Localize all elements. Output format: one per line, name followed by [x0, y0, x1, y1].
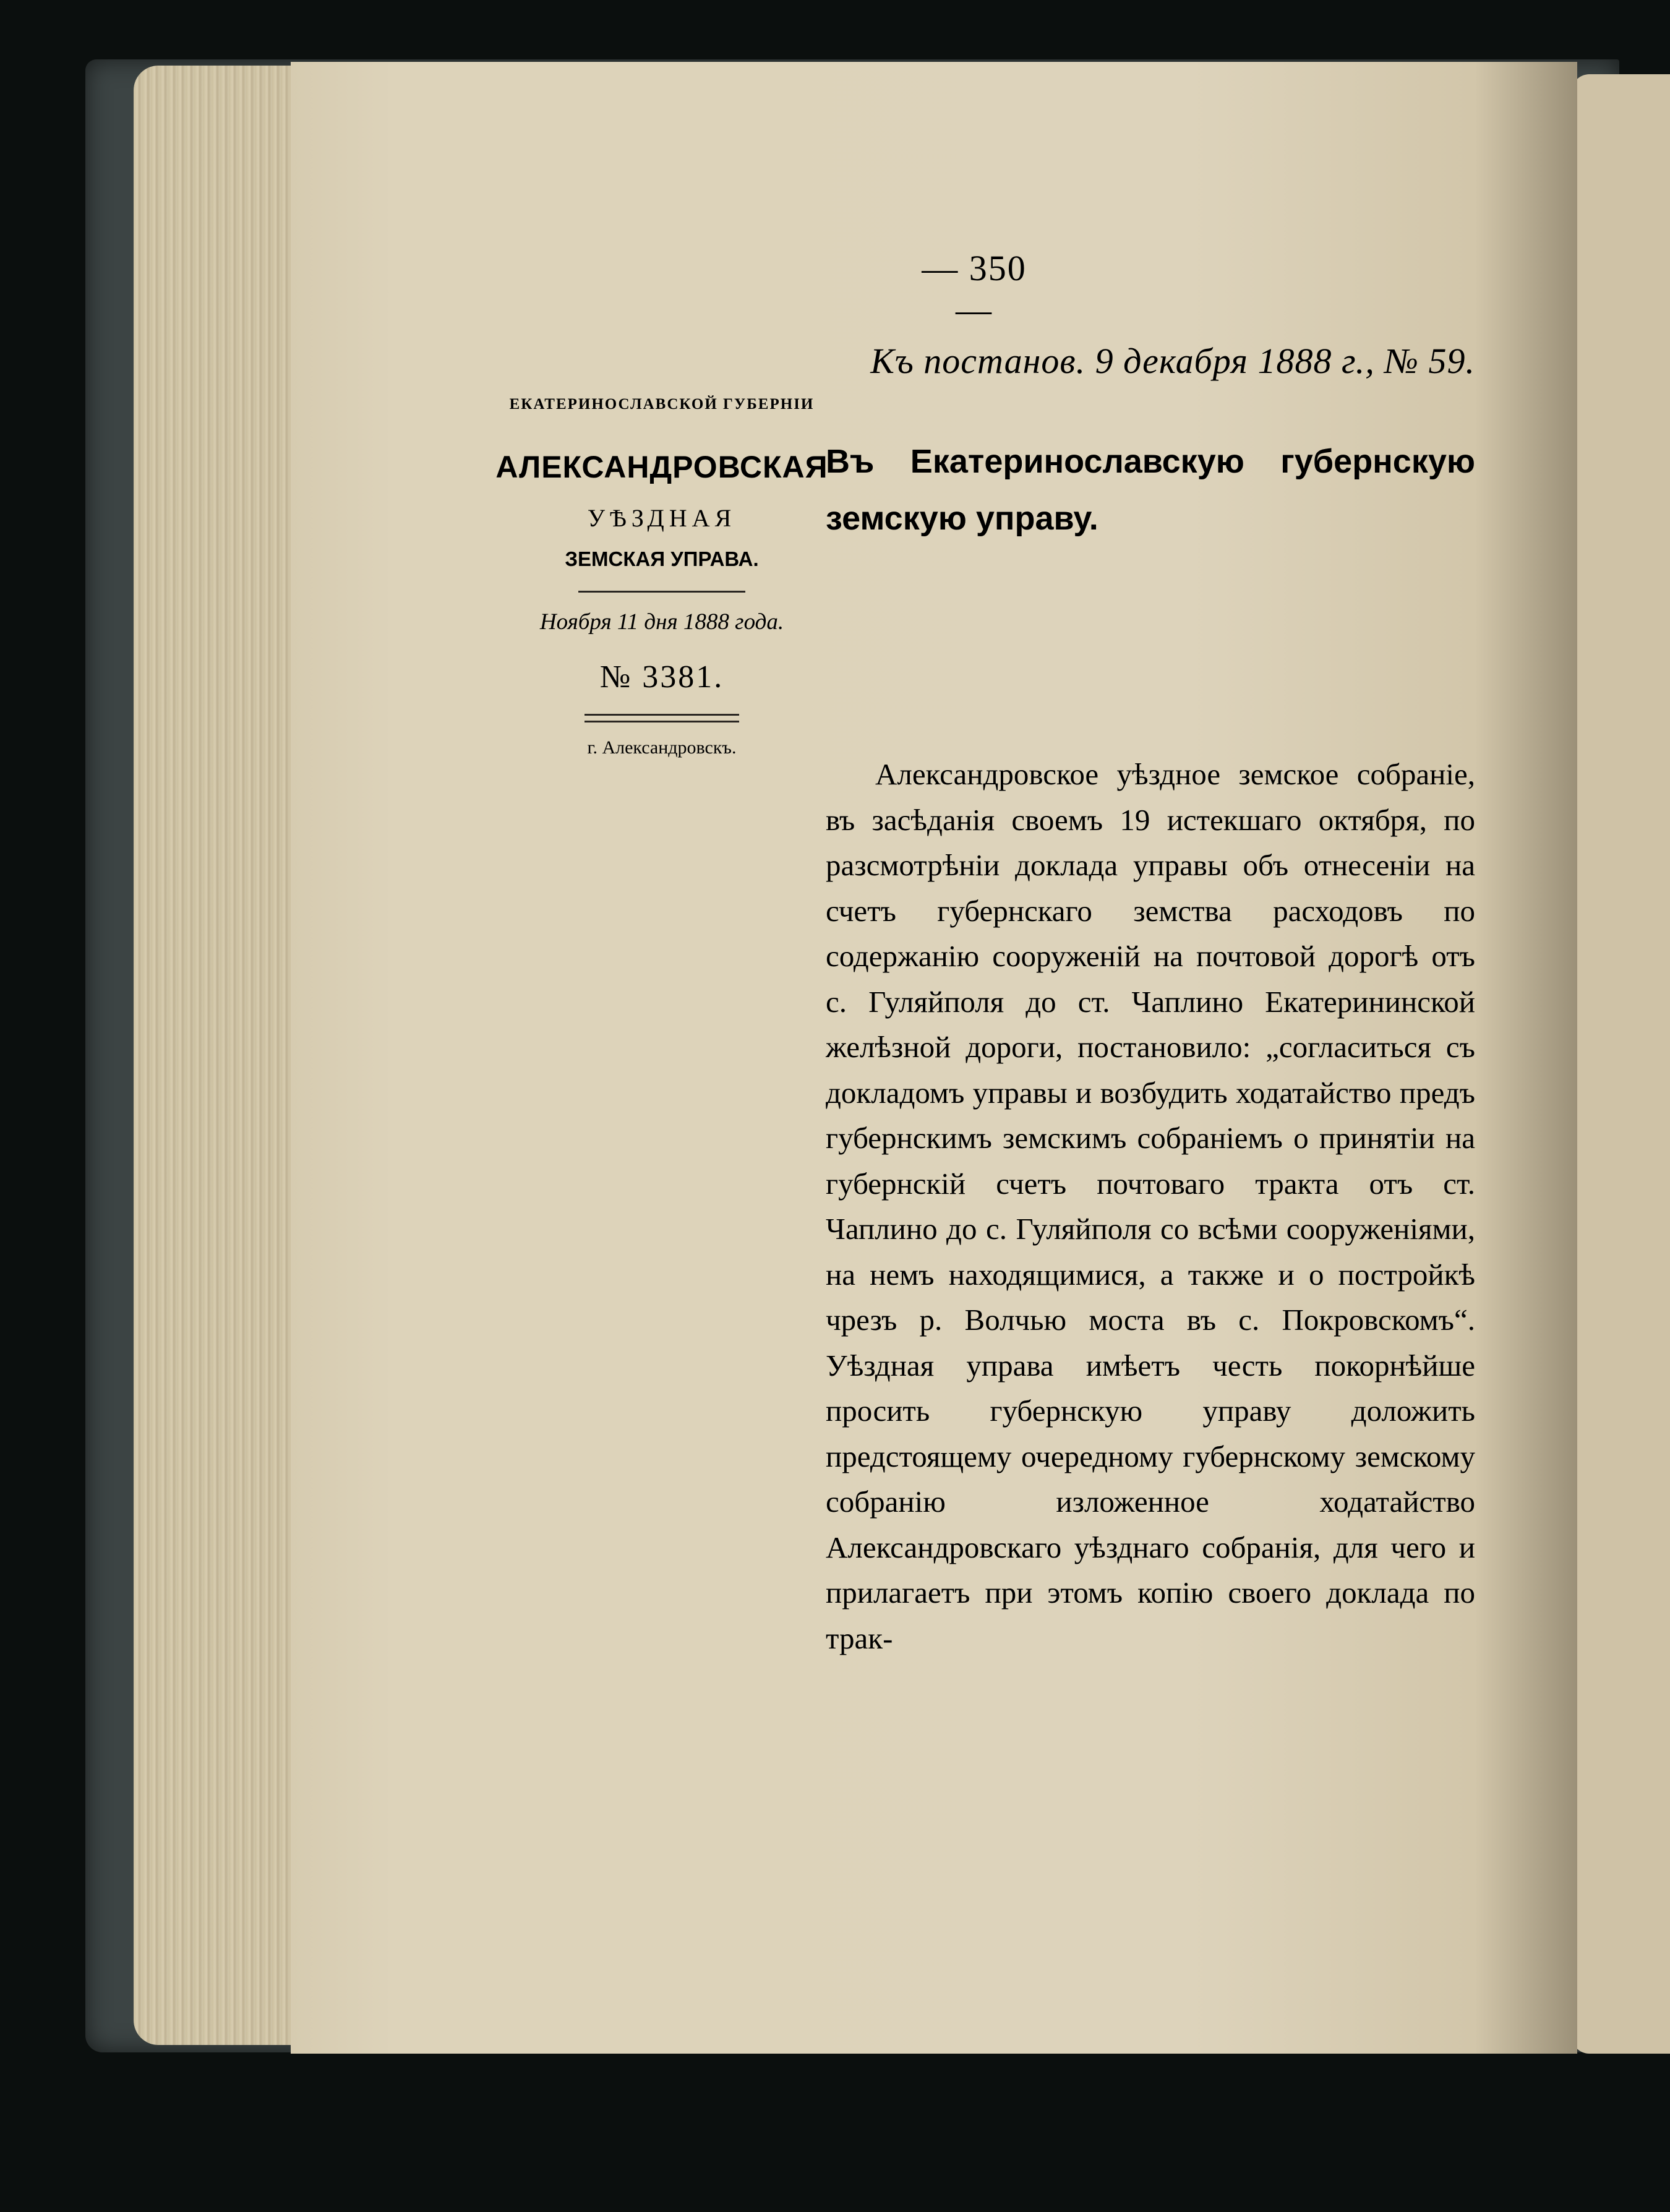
reference-line: Къ постанов. 9 декабря 1888 г., № 59. — [870, 341, 1475, 381]
page-number: — 350 — — [922, 248, 1027, 330]
letterhead-double-rule — [584, 714, 739, 722]
letterhead-number: № 3381. — [599, 659, 724, 695]
letterhead — [495, 396, 829, 758]
letterhead-uezd: УѢЗДНАЯ — [587, 504, 737, 532]
letterhead-date: Ноября 11 дня 1888 года. — [539, 609, 784, 635]
addressee: Въ Екатеринославскую губернскую земскую управу. — [826, 443, 1475, 537]
letterhead-district-name: АЛЕКСАНДРОВСКАЯ — [495, 450, 828, 484]
letterhead-governorate: ЕКАТЕРИНОСЛАВСКОЙ ГУБЕРНІИ — [509, 396, 815, 413]
letter-body: Александровское уѣздное земское собраніе, въ засѣданія своемъ 19 истекшаго октября, по разсмотрѣніи доклада управы объ отнесеніи на счетъ губернскаго земства расходовъ по содержанію сооруженій на почтовой дорогѣ отъ с. Гуляйполя до ст. Чаплино Екатерининской желѣзной дороги, постановило: „согласиться съ докладомъ управы и возбудить ходатайство предъ губернскимъ земскимъ собраніемъ о принятіи на губернскій счетъ почтоваго тракта отъ ст. Чаплино до с. Гуляйполя со всѣми сооруженіями, на немъ находящимися, а также и о постройкѣ чрезъ р. Волчью моста въ с. Покровскомъ“. Уѣздная управа имѣетъ честь покорнѣйше просить губернскую управу доложить предстоящему очередному губернскому земскому собранію изложенное ходатайство Александровскаго уѣзднаго собранія, для чего и прилагаетъ при этомъ копію своего доклада по трак- — [826, 757, 1475, 1655]
letterhead-city: г. Александровскъ. — [587, 737, 737, 758]
letterhead-board: ЗЕМСКАЯ УПРАВА. — [565, 547, 759, 570]
next-page-edge — [1571, 74, 1670, 2054]
letterhead-rule — [578, 591, 745, 593]
page-edges — [134, 66, 313, 2045]
